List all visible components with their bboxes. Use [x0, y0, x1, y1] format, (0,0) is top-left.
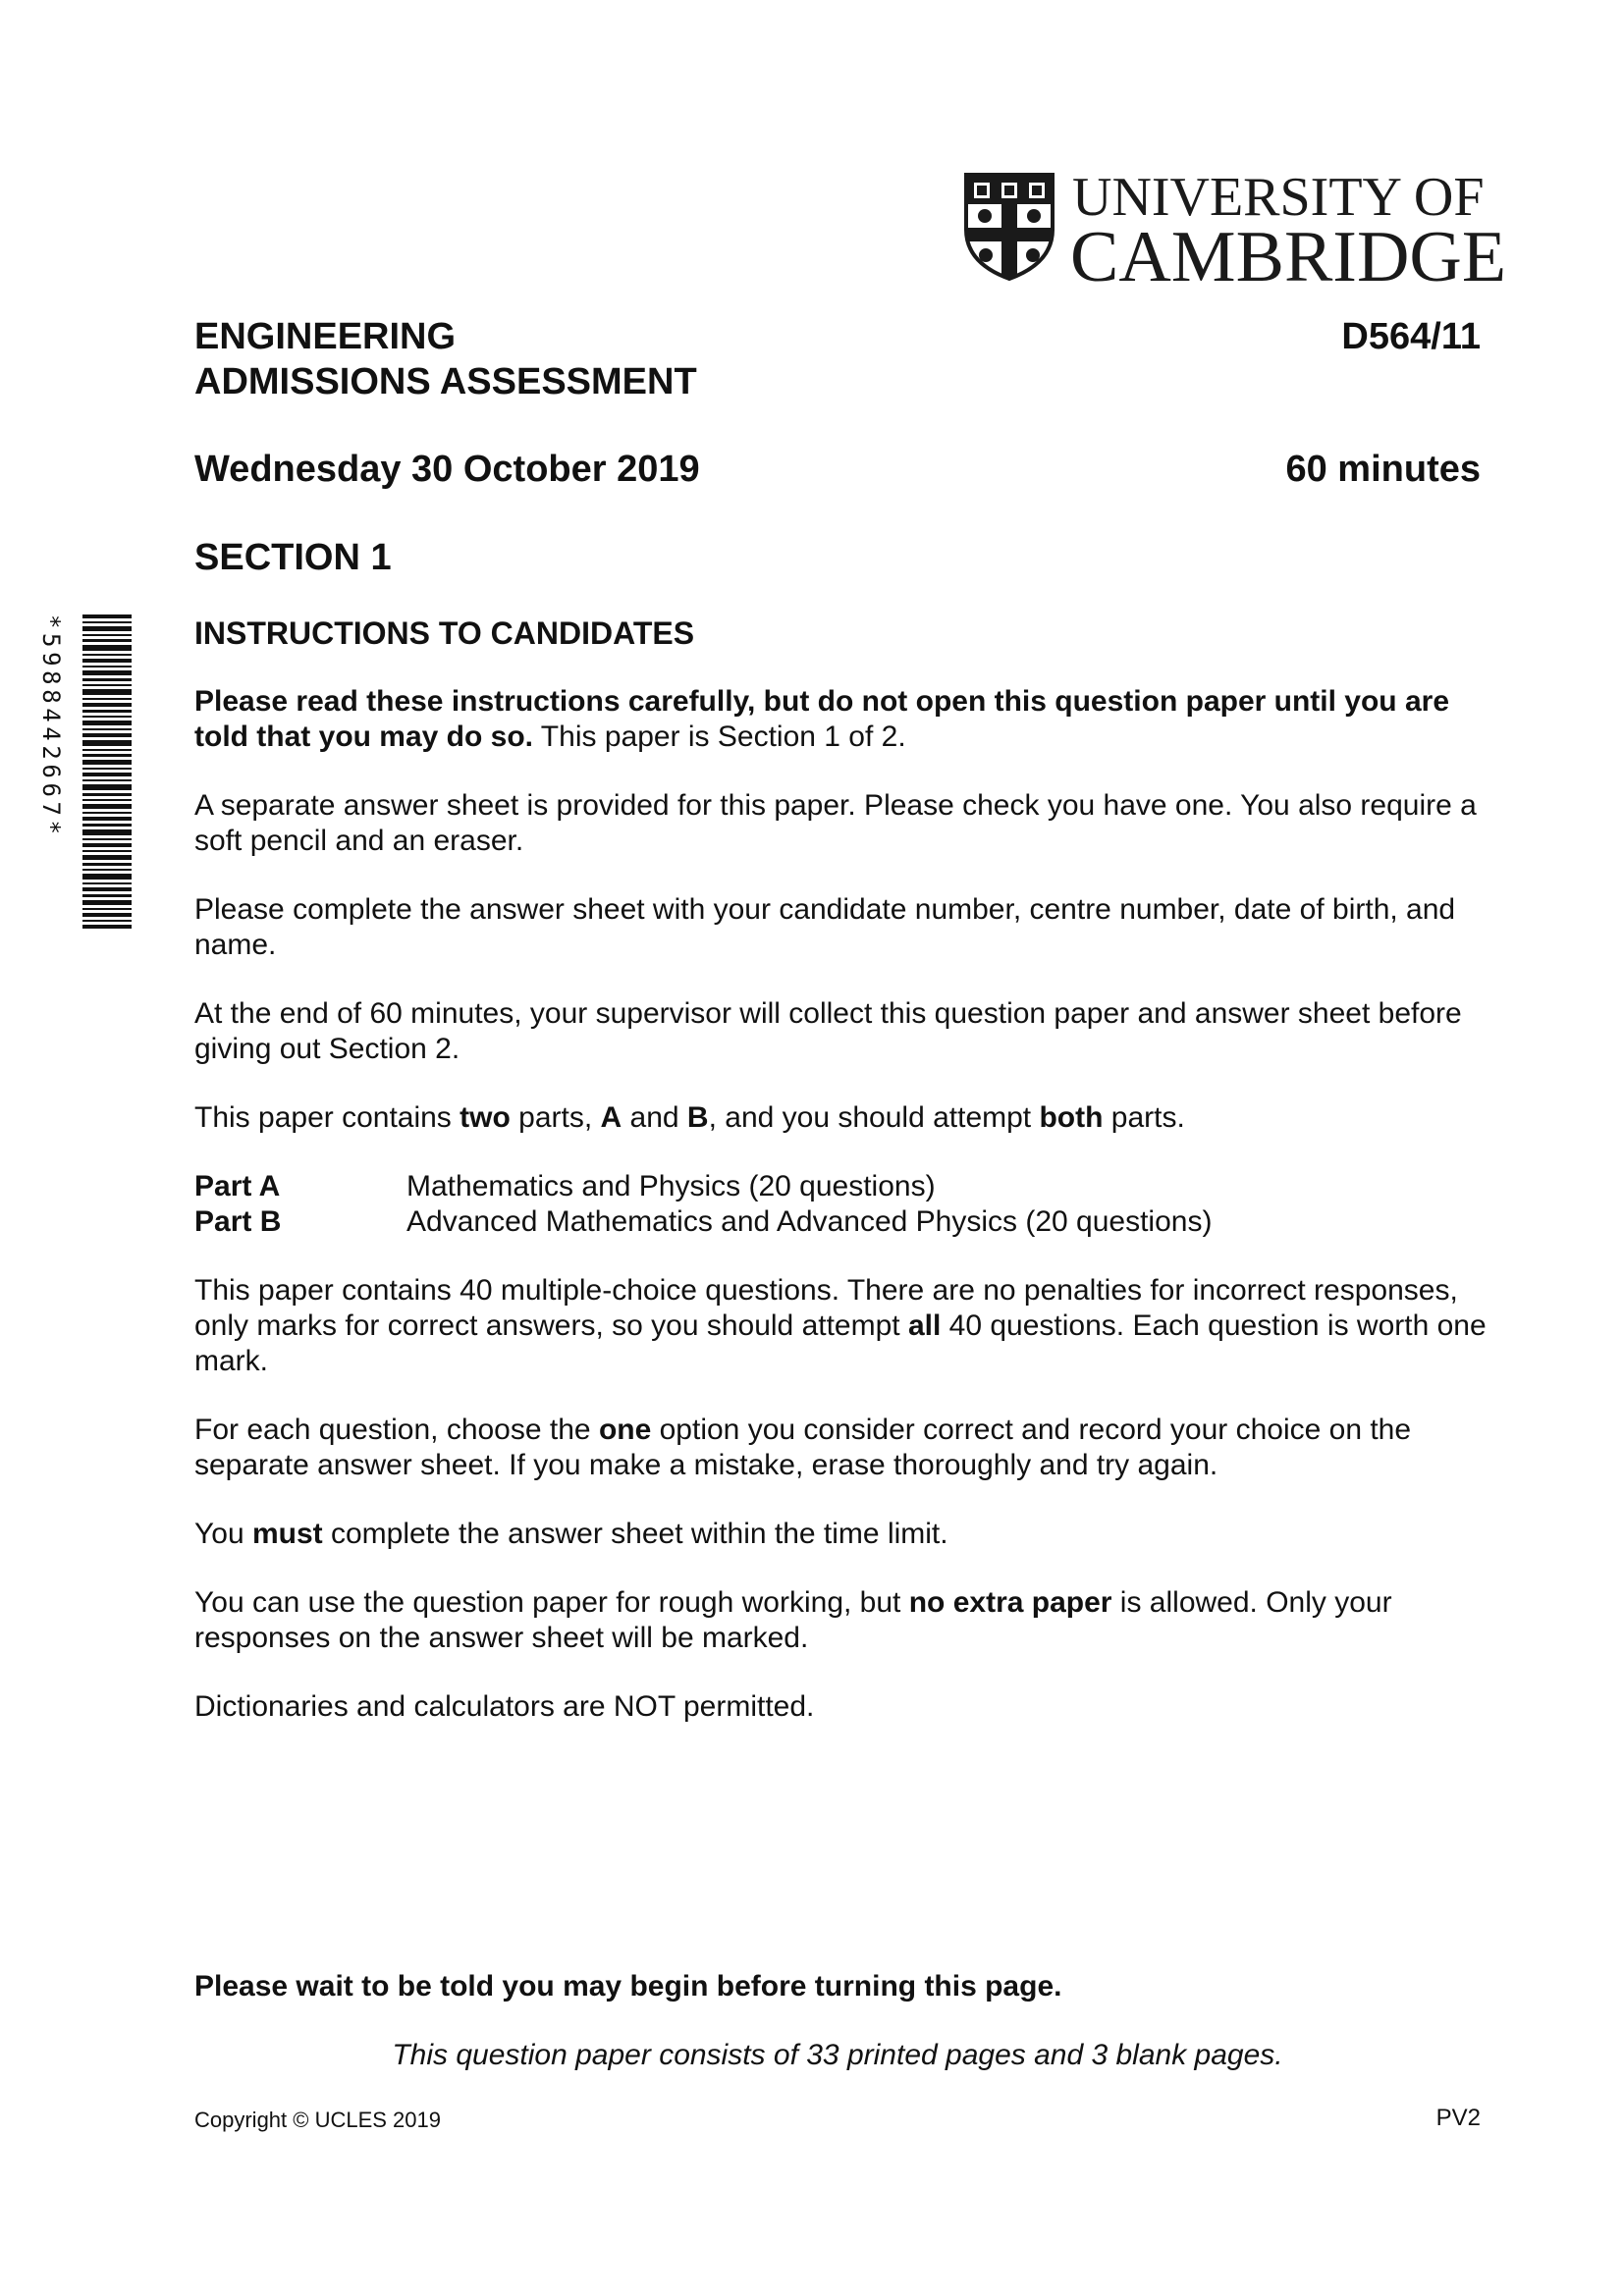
bold-text: both	[1039, 1101, 1104, 1134]
instruction-p10: Dictionaries and calculators are NOT permitted.	[194, 1690, 815, 1723]
footer-code: PV2	[1435, 2105, 1481, 2131]
bold-text: two	[460, 1101, 511, 1134]
bold-text: all	[907, 1309, 942, 1342]
text: option you consider correct and record your choice on the separate answer sheet. If you make a mistake, erase thoroughly and try again.	[194, 1414, 1412, 1481]
instruction-p1-bold: Please read these instructions carefully, but do not open this question paper until you are told that you may do so.	[194, 685, 1450, 753]
part-row-b	[194, 1204, 1500, 1240]
instructions-body	[194, 684, 1500, 1725]
barcode-digits: *5988442667*	[37, 614, 65, 839]
text: You can use the question paper for rough working, but	[194, 1586, 909, 1619]
instruction-p1	[194, 684, 1500, 755]
text: and	[622, 1101, 687, 1134]
parts-list	[194, 1169, 1500, 1240]
bold-text: no extra paper	[908, 1586, 1112, 1619]
bold-text: B	[686, 1101, 709, 1134]
text: 40 questions. Each question is worth one mark.	[194, 1309, 1487, 1377]
exam-title-line2: ADMISSIONS ASSESSMENT	[194, 361, 697, 402]
exam-date: Wednesday 30 October 2019	[194, 449, 700, 490]
barcode	[37, 614, 134, 929]
page-count-notice: This question paper consists of 33 printed pages and 3 blank pages.	[392, 2039, 1283, 2071]
text: This paper contains	[194, 1101, 460, 1134]
part-label: Part B	[194, 1205, 282, 1238]
instruction-p2: A separate answer sheet is provided for this paper. Please check you have one. You also require a soft pencil and an eraser.	[194, 789, 1477, 857]
bold-text: A	[600, 1101, 622, 1134]
text: complete the answer sheet within the time limit.	[322, 1518, 948, 1550]
instruction-p8	[194, 1517, 1500, 1552]
instructions-heading: INSTRUCTIONS TO CANDIDATES	[194, 615, 695, 651]
part-row-a	[194, 1169, 1500, 1204]
exam-title-line1: ENGINEERING	[194, 316, 457, 357]
crest-icon	[964, 173, 1055, 281]
part-description: Advanced Mathematics and Advanced Physics (20 questions)	[406, 1205, 1213, 1238]
bold-text: one	[598, 1414, 652, 1446]
text: parts,	[510, 1101, 601, 1134]
text: This paper contains 40 multiple-choice questions. There are no penalties for incorrect responses, only marks for correct answers, so you should attempt	[194, 1274, 1458, 1342]
section-heading: SECTION 1	[194, 537, 392, 578]
instruction-p1-rest: This paper is Section 1 of 2.	[533, 721, 906, 753]
exam-duration: 60 minutes	[1285, 449, 1481, 490]
instruction-p4: At the end of 60 minutes, your supervisor will collect this question paper and answer sheet before giving out Section 2.	[194, 997, 1462, 1065]
instruction-p5	[194, 1100, 1500, 1136]
university-logo	[964, 167, 1507, 297]
text: parts.	[1103, 1101, 1185, 1134]
exam-title	[194, 314, 697, 404]
part-description: Mathematics and Physics (20 questions)	[406, 1170, 936, 1202]
instruction-p9	[194, 1585, 1500, 1656]
text: You	[194, 1518, 252, 1550]
part-label: Part A	[194, 1170, 281, 1202]
text: is allowed. Only your responses on the answer sheet will be marked.	[194, 1586, 1392, 1654]
logo-line2: CAMBRIDGE	[1070, 217, 1507, 297]
instruction-p3: Please complete the answer sheet with your candidate number, centre number, date of birth, and name.	[194, 893, 1456, 961]
copyright: Copyright © UCLES 2019	[194, 2108, 442, 2132]
paper-code: D564/11	[1341, 316, 1481, 357]
bold-text: must	[251, 1518, 323, 1550]
wait-notice: Please wait to be told you may begin before turning this page.	[194, 1970, 1062, 2002]
text: , and you should attempt	[708, 1101, 1040, 1134]
text: For each question, choose the	[194, 1414, 599, 1446]
instruction-p7	[194, 1413, 1500, 1483]
instruction-p6	[194, 1273, 1500, 1379]
barcode-bars	[82, 614, 132, 929]
logo-line1: UNIVERSITY OF	[1072, 167, 1485, 228]
